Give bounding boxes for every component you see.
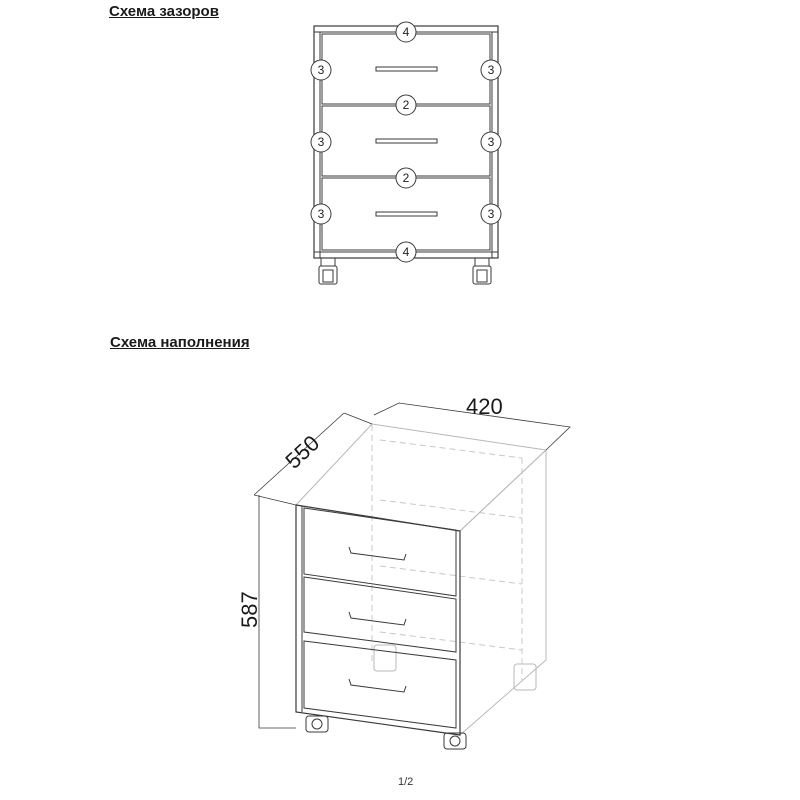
gap-marker-row3-right: [481, 204, 501, 224]
gap-marker-row1-left: [311, 60, 331, 80]
gap-marker-mid2: [396, 168, 416, 188]
iso-handle-3: [349, 679, 406, 692]
caster-right: [473, 258, 491, 284]
svg-text:3: 3: [317, 63, 325, 77]
svg-text:3: 3: [487, 63, 495, 77]
dimension-height-label: 587: [237, 591, 262, 628]
gap-marker-row2-left: [311, 132, 331, 152]
fill-scheme-title: Схема наполнения: [110, 334, 250, 351]
iso-drawer-1: [304, 508, 456, 596]
gap-marker-row3-left: [311, 204, 331, 224]
iso-drawer-2: [304, 577, 456, 652]
gap-marker-mid1: [396, 95, 416, 115]
cabinet-front-outline: [314, 26, 498, 258]
svg-text:3: 3: [317, 207, 325, 221]
drawer-front-2: [322, 106, 490, 176]
iso-drawer-3: [304, 641, 456, 728]
drawer-handle-3: [376, 212, 437, 216]
top-panel: [296, 424, 546, 531]
drawer-handle-1: [376, 67, 437, 71]
gap-scheme-drawing: [311, 22, 501, 284]
svg-text:4: 4: [402, 25, 410, 39]
front-carcass: [296, 505, 460, 735]
iso-handle-2: [349, 612, 406, 625]
dimension-width-label: 420: [466, 394, 503, 419]
fill-scheme-drawing: [237, 394, 570, 749]
gap-marker-row2-right: [481, 132, 501, 152]
svg-text:2: 2: [402, 98, 410, 112]
iso-caster-front-left: [306, 716, 328, 732]
gap-marker-bottom: [396, 242, 416, 262]
drawer-front-3: [322, 178, 490, 250]
dimension-depth-label: 550: [280, 430, 325, 474]
gap-marker-row1-right: [481, 60, 501, 80]
gap-scheme-title: Схема зазоров: [109, 3, 219, 20]
svg-text:2: 2: [402, 171, 410, 185]
right-side-panel: [460, 450, 546, 735]
drawer-handle-2: [376, 139, 437, 143]
gap-marker-top: [396, 22, 416, 42]
hidden-interior-lines: [372, 425, 536, 690]
hidden-right-caster: [514, 664, 536, 690]
iso-handle-1: [349, 547, 406, 560]
svg-text:3: 3: [317, 135, 325, 149]
iso-caster-front-right: [444, 733, 466, 749]
drawer-front-1: [322, 34, 490, 104]
caster-left: [319, 258, 337, 284]
svg-text:3: 3: [487, 207, 495, 221]
svg-text:3: 3: [487, 135, 495, 149]
svg-text:4: 4: [402, 245, 410, 259]
page-number: 1/2: [398, 776, 414, 788]
hidden-rear-caster: [374, 645, 396, 671]
